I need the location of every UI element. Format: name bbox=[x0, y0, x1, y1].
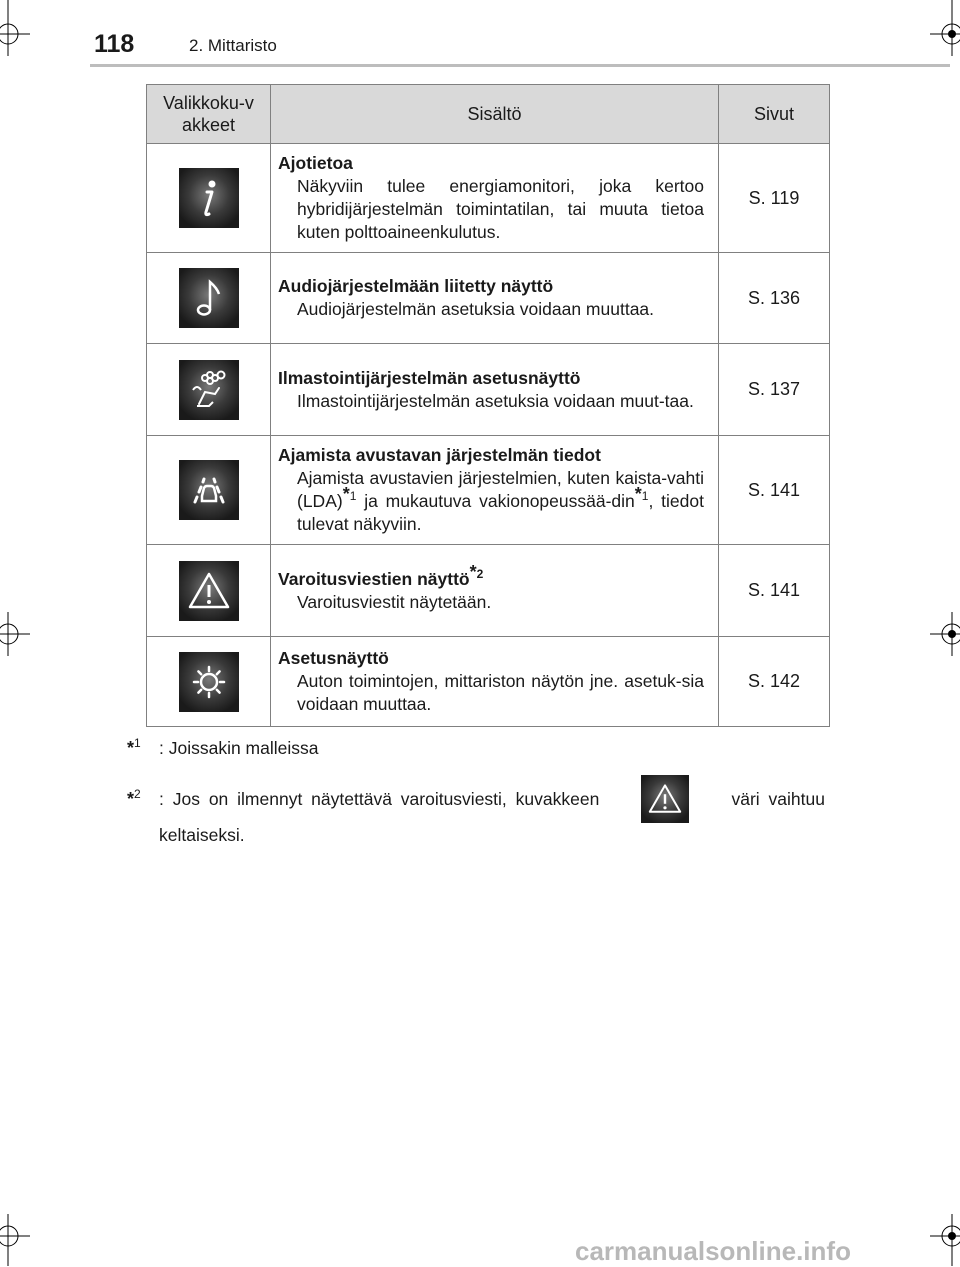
table-row bbox=[147, 637, 830, 727]
entry-description: Varoitusviestit näytetään. bbox=[297, 591, 492, 612]
table-row bbox=[147, 144, 830, 253]
climate-icon bbox=[179, 360, 239, 420]
icons-header-label: Valikkoku-vakkeet bbox=[163, 93, 254, 135]
table-row bbox=[147, 344, 830, 436]
entry-title: Ilmastointijärjestelmän asetusnäyttö bbox=[278, 367, 581, 388]
header-rule bbox=[90, 64, 950, 67]
footnote-ref: *1 bbox=[342, 484, 357, 505]
entry-title: Audiojärjestelmään liitetty näyttö bbox=[278, 276, 554, 296]
warning-icon bbox=[641, 775, 689, 823]
entry-title: Ajamista avustavan järjestelmän tiedot bbox=[278, 445, 601, 465]
table-header-row bbox=[147, 85, 830, 144]
menu-icons-table bbox=[146, 84, 830, 727]
entry-description: Audiojärjestelmän asetuksia voidaan muuttaa. bbox=[297, 299, 655, 319]
column-header-icons bbox=[147, 85, 271, 144]
table-row bbox=[147, 436, 830, 545]
watermark: carmanualsonline.info bbox=[575, 1236, 851, 1266]
entry-title: Ajotietoa bbox=[278, 153, 353, 173]
entry-description: Ilmastointijärjestelmän asetuksia voidaan muut-taa. bbox=[297, 390, 694, 411]
footnote-ref: *1 bbox=[634, 484, 649, 505]
page-reference: S. 137 bbox=[719, 344, 830, 436]
footnote-ref: *2 bbox=[469, 561, 484, 582]
page-reference: S. 141 bbox=[719, 545, 830, 637]
footnote-1: *$^1$ : Joissakin malleissa bbox=[127, 736, 319, 758]
entry-title: Varoitusviestien näyttö$^{*2}$ bbox=[278, 561, 484, 589]
section-title: 2. Mittaristo bbox=[189, 36, 277, 55]
page-reference: S. 136 bbox=[719, 253, 830, 344]
footnote-2: *$^2$ : Jos on ilmennyt näytettävä varoitusviesti, kuvakkeen väri vaihtuu keltaiseksi. bbox=[127, 775, 825, 848]
warning-icon bbox=[179, 561, 239, 621]
entry-title: Asetusnäyttö bbox=[278, 648, 389, 668]
entry-description: Näkyviin tulee energiamonitori, joka kertoo hybridijärjestelmän toimintatilan, tai muuta tietoa kuten polttoaineenkulutus. bbox=[297, 176, 704, 242]
page-header bbox=[90, 26, 950, 66]
lane-assist-icon bbox=[179, 460, 239, 520]
footnotes bbox=[127, 736, 825, 856]
music-note-icon bbox=[179, 268, 239, 328]
page-reference: S. 142 bbox=[719, 637, 830, 727]
info-icon bbox=[179, 168, 239, 228]
page-reference: S. 119 bbox=[719, 144, 830, 253]
page-reference: S. 141 bbox=[719, 436, 830, 545]
entry-description: Auton toimintojen, mittariston näytön jne. asetuk-sia voidaan muuttaa. bbox=[297, 671, 704, 714]
gear-icon bbox=[179, 652, 239, 712]
entry-description: Ajamista avustavien järjestelmien, kuten kaista-vahti (LDA)$^{*1}$ ja mukautuva vakionopeussää-din$^{*1}$, tiedot tulevat näkyviin. bbox=[297, 468, 704, 534]
column-header-content: Sisältö bbox=[271, 85, 719, 144]
table-row bbox=[147, 545, 830, 637]
column-header-pages: Sivut bbox=[719, 85, 830, 144]
page-number: 118 bbox=[94, 30, 135, 58]
table-row bbox=[147, 253, 830, 344]
